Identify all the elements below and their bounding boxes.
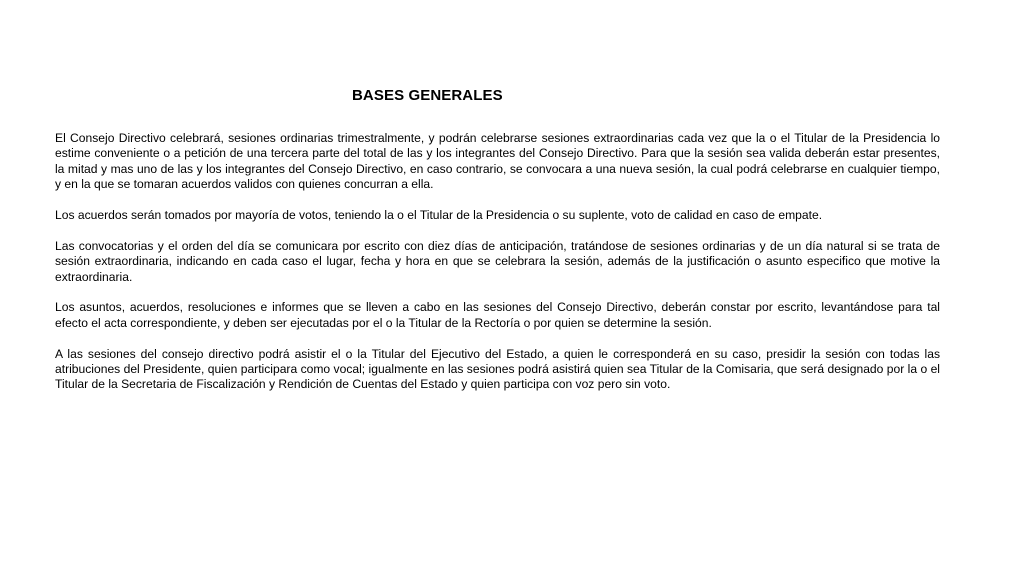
paragraph-records: Los asuntos, acuerdos, resoluciones e informes que se lleven a cabo en las sesiones del Consejo Directivo, deberán constar por escrito, levantándose para tal efecto el acta correspondiente, y deben ser ejecutadas por el o la Titular de la Rectoría o por quien se determine la sesión. — [55, 300, 940, 330]
page-title: BASES GENERALES — [352, 87, 503, 104]
paragraph-agreements: Los acuerdos serán tomados por mayoría de votos, teniendo la o el Titular de la Presidencia o su suplente, voto de calidad en caso de empate. — [55, 208, 823, 223]
paragraph-sessions: El Consejo Directivo celebrará, sesiones ordinarias trimestralmente, y podrán celebrarse sesiones extraordinarias cada vez que la o el Titular de la Presidencia lo estime conveniente o a petición de una tercera parte del total de las y los integrantes del Consejo Directivo. Para que la sesión sea valida deberán estar presentes, la mitad y mas uno de las y los integrantes del Consejo Directivo, en caso contrario, se convocara a una nueva sesión, la cual podrá celebrarse en cualquier tiempo, y en la que se tomaran acuerdos validos con quienes concurran a ella. — [55, 131, 940, 192]
paragraph-attendance: A las sesiones del consejo directivo podrá asistir el o la Titular del Ejecutivo del Estado, a quien le corresponderá en su caso, presidir la sesión con todas las atribuciones del Presidente, quien participara como vocal; igualmente en las sesiones podrá asistirá quien sea Titular de la Comisaria, que será designado por la o el Titular de la Secretaria de Fiscalización y Rendición de Cuentas del Estado y quien participa con voz pero sin voto. — [55, 346, 940, 392]
paragraph-convocations: Las convocatorias y el orden del día se comunicara por escrito con diez días de anticipación, tratándose de sesiones ordinarias y de un día natural si se trata de sesión extraordinaria, indicando en cada caso el lugar, fecha y hora en que se celebrara la sesión, además de la justificación o asunto especifico que motive la extraordinaria. — [55, 238, 940, 284]
document-body — [55, 131, 940, 408]
